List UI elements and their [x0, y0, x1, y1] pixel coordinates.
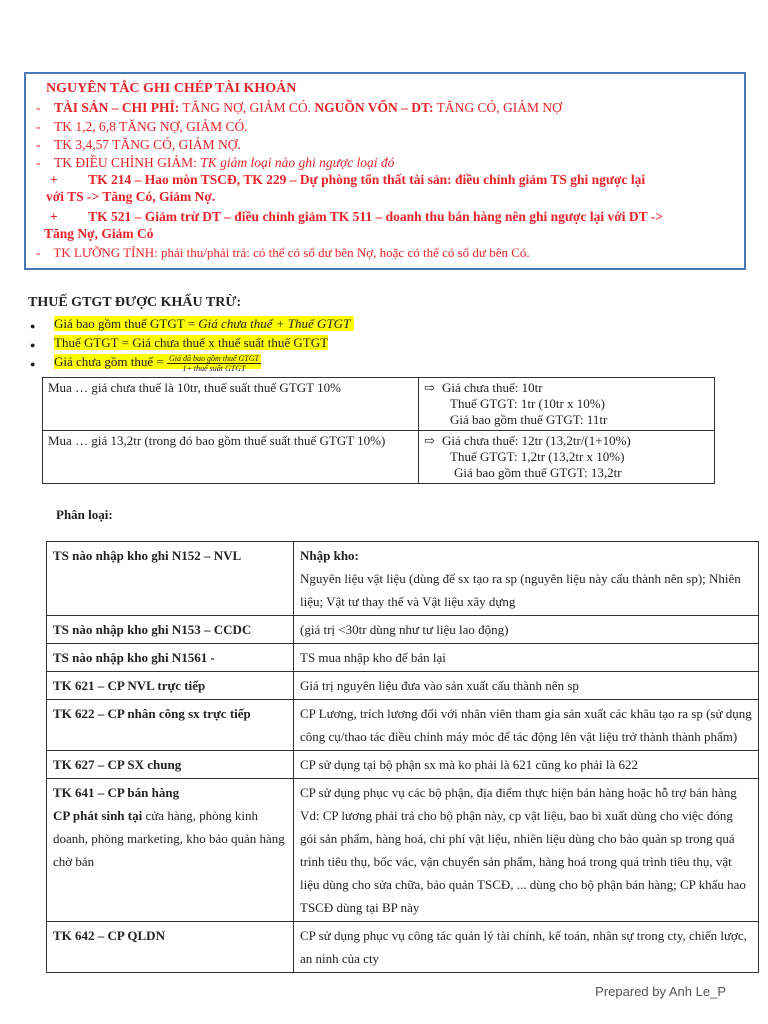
vat-title: THUẾ GTGT ĐƯỢC KHẤU TRỪ:: [28, 295, 242, 310]
rule-asset-cost: - TÀI SẢN – CHI PHÍ: TĂNG NỢ, GIẢM CÓ. NGUỒN VỐN – DT: TĂNG CÓ, GIẢM NỢ: [36, 100, 562, 115]
rule-tk521: + TK 521 – Giảm trừ DT – điều chỉnh giảm TK 511 – doanh thu bán hàng nên ghi ngược lại với DT ->: [50, 209, 663, 224]
example-1-left: Mua … giá chưa thuế là 10tr, thuế suất thuế GTGT 10%: [43, 378, 419, 431]
footer-credit: Prepared by Anh Le_P: [595, 984, 726, 999]
table-row: TS nào nhập kho ghi N152 – NVL Nhập kho: Nguyên liệu vật liệu (dùng để sx tạo ra sp (nguyên liệu này cấu thành nên sp); Nhiên liệu; Vật tư thay thế và Vật liệu xây dựng: [47, 542, 759, 616]
vat-bullet-2: ● Thuế GTGT = Giá chưa thuế x thuế suất thuế GTGT: [30, 335, 328, 351]
vat-examples-table: [42, 377, 715, 484]
table-row: [43, 431, 715, 484]
vat-fraction: $\frac{\text{Giá đã bao gồm thuế GTGT}}{\text{1+ thuế suất GTGT}}$: [168, 354, 259, 373]
vat-bullet-1: ● Giá bao gồm thuế GTGT = Giá chưa thuế + Thuế GTGT: [30, 316, 354, 332]
classification-table: [46, 541, 759, 973]
arrow-icon: ⇨: [424, 380, 435, 395]
rule-tk-1268: - TK 1,2, 6,8 TĂNG NỢ, GIẢM CÓ.: [36, 119, 248, 134]
example-2-left: Mua … giá 13,2tr (trong đó bao gồm thuế suất thuế GTGT 10%): [43, 431, 419, 484]
table-row: TK 621 – CP NVL trực tiếp Giá trị nguyên liệu đưa vào sản xuất cấu thành nên sp: [47, 672, 759, 700]
table-row: TS nào nhập kho ghi N1561 - TS mua nhập kho để bán lại: [47, 644, 759, 672]
rule-tk214: + TK 214 – Hao mòn TSCĐ, TK 229 – Dự phòng tổn thất tài sản: điều chỉnh giảm TS ghi ngược lại: [50, 172, 646, 187]
rule-tk214-cont: với TS -> Tăng Có, Giảm Nợ.: [46, 189, 216, 204]
classification-title: Phân loại:: [56, 507, 113, 522]
example-1-right: ⇨ Giá chưa thuế: 10tr Thuế GTGT: 1tr (10tr x 10%) Giá bao gồm thuế GTGT: 11tr: [419, 378, 715, 431]
table-row: [43, 378, 715, 431]
arrow-icon: ⇨: [424, 433, 435, 448]
rule-dual: - TK LƯỠNG TÍNH: phải thu/phải trả: có thể có số dư bên Nợ, hoặc có thể có số dư bên Có.: [36, 245, 530, 260]
example-2-right: ⇨ Giá chưa thuế: 12tr (13,2tr/(1+10%) Thuế GTGT: 1,2tr (13,2tr x 10%) Giá bao gồm thuế GTGT: 13,2tr: [419, 431, 715, 484]
rule-tk521-cont: Tăng Nợ, Giảm Có: [44, 226, 154, 241]
table-row: TK 641 – CP bán hàng CP phát sinh tại cửa hàng, phòng kinh doanh, phòng marketing, kho bảo quản hàng chờ bán CP sử dụng phục vụ các bộ phận, địa điểm thực hiện bán hàng hoặc hỗ trợ bán hàng Vd: CP lương phải trả cho bộ phận này, cp vật liệu, bao bì xuất dùng cho việc đóng gói sản phẩm, hàng hoá, chi phí vật liệu, nhiên liệu dùng cho bảo quản sp trong quá trình tiêu thụ, bốc vác, vận chuyển sản phẩm, hàng hoá trong quá trình tiêu thụ, vật liệu dùng cho sửa chữa, bảo quản TSCĐ, ... dùng cho bộ phận bán hàng; CP khấu hao TSCĐ dùng tại BP này: [47, 779, 759, 922]
table-row: TK 622 – CP nhân công sx trực tiếp CP Lương, trích lương đối với nhân viên tham gia sản xuất các khâu tạo ra sp (sử dụng công cụ/thao tác điều chỉnh máy móc để tác động lên vật liệu trở thành thành phẩm): [47, 700, 759, 751]
rule-adjust-down: - TK ĐIỀU CHỈNH GIẢM: TK giảm loại nào ghi ngược loại đó: [36, 155, 395, 170]
box-heading: NGUYÊN TẮC GHI CHÉP TÀI KHOẢN: [46, 81, 297, 96]
rule-tk-3457: - TK 3,4,57 TĂNG CÓ, GIẢM NỢ.: [36, 137, 241, 152]
table-row: TK 627 – CP SX chung CP sử dụng tại bộ phận sx mà ko phải là 621 cũng ko phải là 622: [47, 751, 759, 779]
vat-bullet-3: ● Giá chưa gồm thuế = $\frac{\text{Giá đã bao gồm thuế GTGT}}{\text{1+ thuế suất GTGT}}$: [30, 354, 261, 373]
table-row: TK 642 – CP QLDN CP sử dụng phục vụ công tác quản lý tài chính, kế toán, nhân sự trong cty, chiến lược, an ninh của cty: [47, 922, 759, 973]
table-row: TS nào nhập kho ghi N153 – CCDC (giá trị <30tr dùng như tư liệu lao động): [47, 616, 759, 644]
